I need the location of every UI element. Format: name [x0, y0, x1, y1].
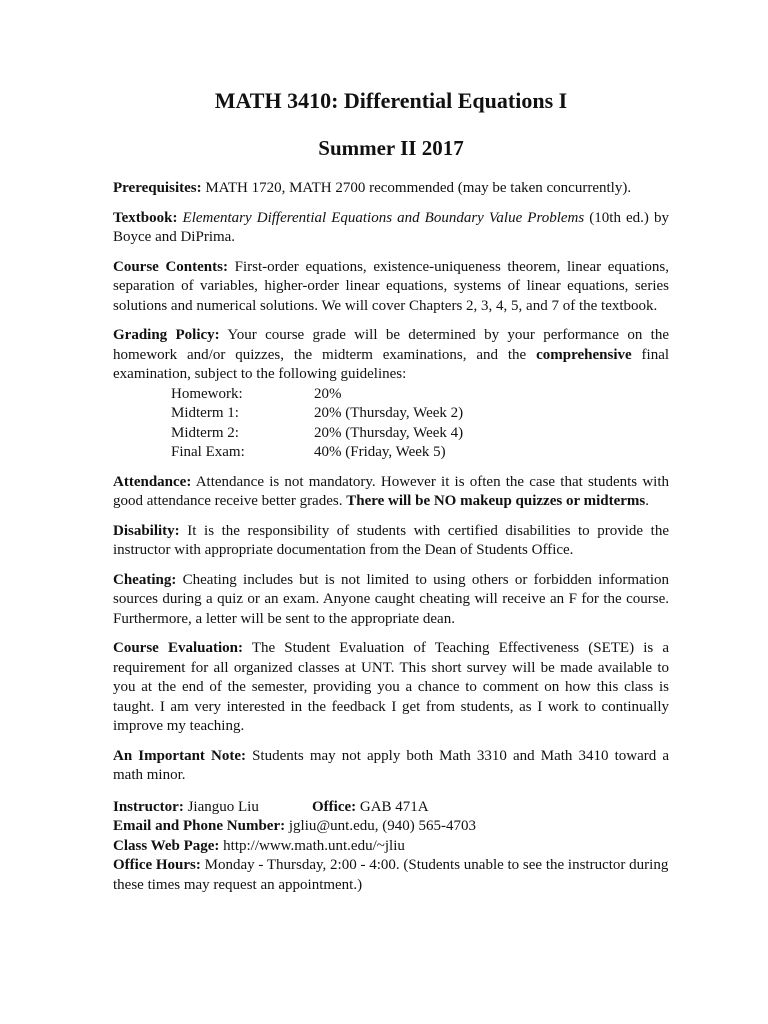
grade-row [171, 424, 463, 444]
course-evaluation-label: Course Evaluation: [113, 640, 243, 656]
course-contents-section [113, 258, 669, 317]
office-location: GAB 471A [359, 798, 429, 815]
attendance-label: Attendance: [113, 473, 192, 490]
office-hours-text: Monday - Thursday, 2:00 - 4:00. (Students unable to see the instructor during these times may request an appointment.) [113, 857, 669, 893]
contact-row [113, 817, 669, 837]
office-hours-row [113, 856, 669, 895]
course-contents-label: Course Contents: [113, 258, 228, 275]
course-title: MATH 3410: Differential Equations I [214, 88, 568, 113]
important-note-label: An Important Note: [113, 747, 246, 764]
instructor-info [113, 798, 669, 896]
contact-value: jgliu@unt.edu, (940) 565-4703 [288, 818, 476, 834]
important-note-text: Students may not apply both Math 3310 and Math 3410 toward a math minor. [113, 747, 670, 783]
disability-label: Disability: [113, 522, 180, 539]
grading-policy-text: Your course grade will be determined by your performance on the homework and/or quizzes, the midterm examinations, and the [113, 327, 669, 363]
cheating-section [113, 571, 669, 630]
web-page-label: Class Web Page: [113, 837, 220, 854]
prerequisites-text: MATH 1720, MATH 2700 recommended (may be taken concurrently). [205, 180, 632, 196]
course-evaluation-section [113, 639, 669, 737]
cheating-label: Cheating: [113, 571, 177, 588]
attendance-makeup-notice: There will be NO makeup quizzes or midterms [346, 493, 646, 509]
prerequisites-section [113, 179, 669, 199]
instructor-row [113, 798, 669, 818]
instructor-label: Instructor: [113, 798, 184, 815]
office-hours-label: Office Hours: [113, 857, 201, 873]
grade-category: Homework: [171, 385, 243, 402]
disability-text: It is the responsibility of students with certified disabilities to provide the instructor with appropriate documentation from the Dean of Students Office. [113, 522, 670, 558]
web-page-row [113, 837, 669, 857]
grade-row [171, 385, 463, 405]
office-label: Office: [312, 798, 357, 815]
textbook-details: (10th ed.) by Boyce and DiPrima. [113, 209, 669, 245]
course-contents-text: First-order equations, existence-uniqueness theorem, linear equations, separation of variables, higher-order linear equations, systems of linear equations, series solutions and numerical solutions. We will cover Chapters 2, 3, 4, 5, and 7 of the textbook. [113, 258, 670, 314]
grading-policy-text-end: final examination, subject to the following guidelines: [113, 346, 670, 382]
course-evaluation-text: The Student Evaluation of Teaching Effectiveness (SETE) is a requirement for all organized classes at UNT. This short survey will be made available to you at the end of the semester, providing you a chance to comment on how this class is taught. I am very interested in the feedback I get from students, as I work to continually improve my teaching. [113, 640, 670, 734]
textbook-title: Elementary Differential Equations and Boundary Value Problems [182, 209, 585, 226]
textbook-section [113, 209, 669, 248]
grade-row [171, 443, 463, 463]
attendance-section [113, 473, 669, 512]
grading-policy-label: Grading Policy: [113, 327, 220, 343]
grade-weight: 20% (Thursday, Week 4) [314, 424, 464, 441]
instructor-cell [113, 798, 312, 818]
grade-category: Midterm 2: [171, 424, 239, 441]
grading-policy-emphasis: comprehensive [536, 346, 632, 363]
grade-category: Midterm 1: [171, 405, 239, 421]
textbook-label: Textbook: [113, 209, 178, 226]
grade-weight: 40% (Friday, Week 5) [314, 444, 446, 460]
important-note-section [113, 747, 669, 786]
attendance-text: Attendance is not mandatory. However it is often the case that students with good attendance receive better grades. [113, 473, 669, 509]
grading-policy-section [113, 326, 669, 385]
grade-weight: 20% (Thursday, Week 2) [314, 405, 464, 421]
instructor-name: Jianguo Liu [187, 798, 259, 815]
prerequisites-label: Prerequisites: [113, 180, 202, 196]
grade-breakdown-table [171, 385, 463, 463]
grade-category: Final Exam: [171, 444, 245, 460]
attendance-period: . [645, 493, 649, 509]
office-cell [312, 798, 429, 818]
grade-weight: 20% [314, 385, 342, 402]
contact-label: Email and Phone Number: [113, 818, 286, 834]
cheating-text: Cheating includes but is not limited to using others or forbidden information sources during a quiz or an exam. Anyone caught cheating will receive an F for the course. Furthermore, a letter will be sent to the appropriate dean. [113, 571, 670, 627]
web-page-url: http://www.math.unt.edu/~jliu [223, 837, 405, 854]
course-term: Summer II 2017 [318, 136, 464, 160]
disability-section [113, 522, 669, 561]
grade-row [171, 404, 463, 424]
